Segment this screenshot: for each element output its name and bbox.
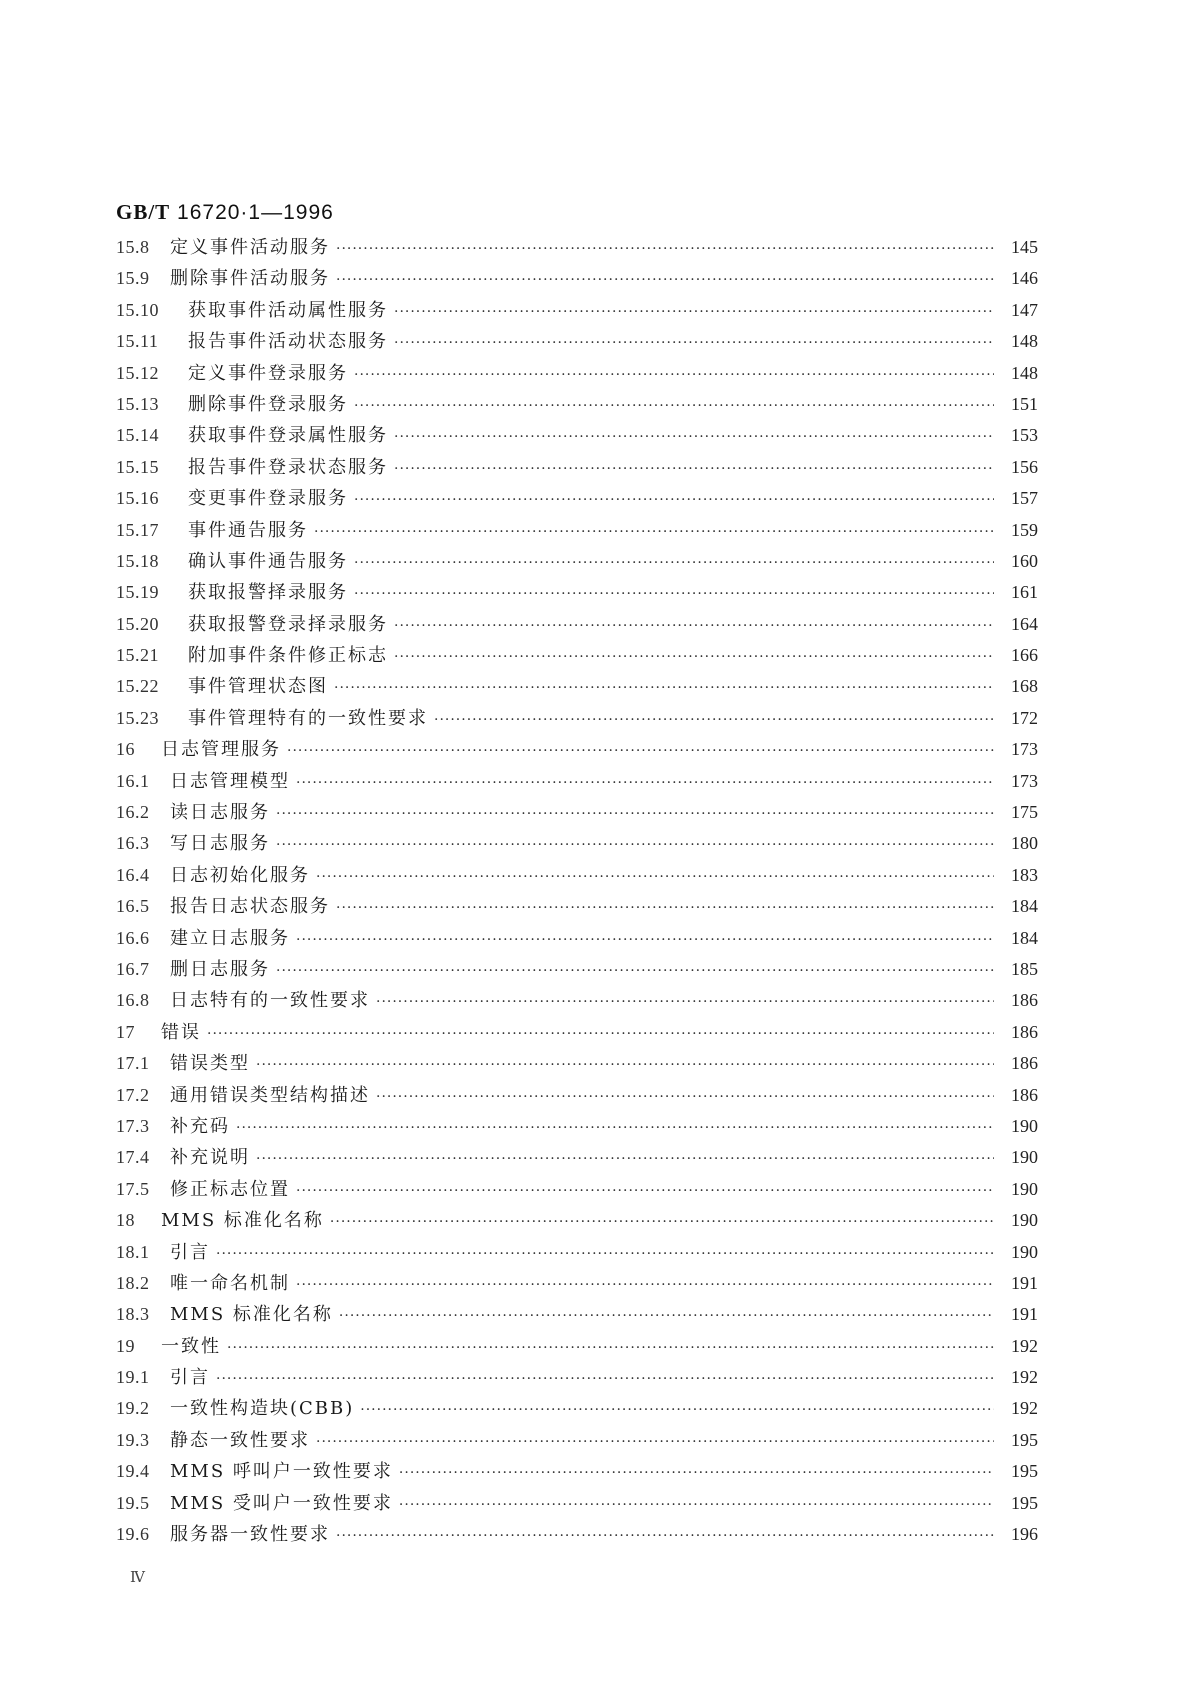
toc-entry-title: 删日志服务 (170, 958, 270, 980)
toc-dot-leader (354, 579, 994, 610)
toc-entry-title: 附加事件条件修正标志 (188, 645, 388, 667)
toc-entry-title: 一致性构造块(CBB) (170, 1398, 355, 1420)
toc-entry-title: 服务器一致性要求 (170, 1524, 330, 1546)
toc-entry-number: 19.5 (116, 1492, 150, 1513)
toc-dot-leader (276, 956, 994, 987)
toc-entry-number: 15.21 (116, 645, 159, 666)
toc-entry[interactable] (116, 923, 1038, 954)
toc-entry-number: 15.9 (116, 268, 150, 289)
toc-entry-title: 补充码 (170, 1115, 230, 1137)
toc-dot-leader (394, 328, 994, 359)
toc-entry-page: 160 (1011, 550, 1038, 571)
toc-entry-number: 15.17 (116, 519, 159, 540)
toc-entry[interactable] (116, 609, 1038, 640)
toc-entry-number: 16 (116, 739, 135, 760)
toc-entry[interactable] (116, 860, 1038, 891)
toc-entry-number: 16.2 (116, 802, 150, 823)
toc-entry-page: 148 (1011, 331, 1038, 352)
toc-entry-page: 146 (1011, 268, 1038, 289)
toc-entry[interactable] (116, 1111, 1038, 1142)
toc-entry-title: 日志特有的一致性要求 (170, 990, 370, 1012)
toc-entry-title: 获取事件登录属性服务 (188, 425, 388, 447)
toc-dot-leader (376, 987, 994, 1018)
toc-entry-number: 15.14 (116, 425, 159, 446)
toc-entry-number: 19.1 (116, 1367, 150, 1388)
toc-entry-title: 获取事件活动属性服务 (188, 299, 388, 321)
toc-entry[interactable] (116, 326, 1038, 357)
toc-entry-title: 定义事件活动服务 (170, 237, 330, 258)
toc-entry-number: 18.1 (116, 1241, 150, 1262)
toc-dot-leader (256, 1050, 994, 1081)
toc-entry-page: 195 (1011, 1429, 1038, 1450)
toc-dot-leader (354, 391, 994, 422)
toc-dot-leader (336, 234, 994, 265)
toc-dot-leader (207, 1019, 994, 1050)
toc-entry[interactable] (116, 263, 1038, 294)
toc-entry[interactable] (116, 891, 1038, 922)
toc-entry-page: 151 (1011, 393, 1038, 414)
toc-entry-number: 16.4 (116, 864, 150, 885)
toc-dot-leader (216, 1364, 994, 1395)
toc-entry-title: 引言 (170, 1241, 210, 1263)
toc-entry-title: 一致性 (161, 1335, 221, 1357)
toc-dot-leader (316, 1427, 994, 1458)
toc-dot-leader (354, 360, 994, 391)
toc-entry-title: 日志初始化服务 (170, 864, 310, 886)
toc-entry[interactable] (116, 1048, 1038, 1079)
toc-dot-leader (434, 705, 994, 736)
toc-entry[interactable] (116, 954, 1038, 985)
toc-dot-leader (256, 1144, 994, 1175)
toc-entry-title: 获取报警择录服务 (188, 582, 348, 604)
toc-entry[interactable] (116, 1268, 1038, 1299)
toc-entry-title: MMS 受叫户一致性要求 (170, 1492, 393, 1514)
toc-entry[interactable] (116, 828, 1038, 859)
toc-entry[interactable] (116, 640, 1038, 671)
toc-entry-title: 确认事件通告服务 (188, 550, 348, 572)
toc-entry-title: 错误类型 (170, 1053, 250, 1075)
toc-dot-leader (394, 642, 994, 673)
toc-entry[interactable] (116, 1488, 1038, 1519)
toc-entry[interactable] (116, 703, 1038, 734)
toc-entry-number: 17 (116, 1021, 135, 1042)
toc-entry-number: 15.15 (116, 456, 159, 477)
toc-entry-page: 173 (1011, 770, 1038, 791)
toc-entry-title: MMS 呼叫户一致性要求 (170, 1461, 393, 1483)
toc-entry-page: 190 (1011, 1115, 1038, 1136)
page-number: Ⅳ (130, 1570, 145, 1586)
toc-entry-number: 16.7 (116, 958, 150, 979)
toc-dot-leader (287, 736, 994, 767)
toc-entry[interactable] (116, 1080, 1038, 1111)
toc-dot-leader (399, 1458, 994, 1489)
toc-entry[interactable] (116, 1519, 1038, 1550)
toc-entry-page: 190 (1011, 1147, 1038, 1168)
toc-entry-title: 补充说明 (170, 1147, 250, 1169)
toc-entry-page: 168 (1011, 676, 1038, 697)
toc-dot-leader (394, 454, 994, 485)
toc-entry-page: 180 (1011, 833, 1038, 854)
toc-entry-page: 172 (1011, 707, 1038, 728)
toc-entry-page: 192 (1011, 1398, 1038, 1419)
toc-entry-page: 192 (1011, 1367, 1038, 1388)
toc-dot-leader (336, 1521, 994, 1552)
toc-entry-page: 195 (1011, 1461, 1038, 1482)
toc-entry-title: 修正标志位置 (170, 1178, 290, 1200)
toc-dot-leader (394, 422, 994, 453)
toc-entry[interactable] (116, 546, 1038, 577)
toc-entry-page: 157 (1011, 488, 1038, 509)
toc-entry-number: 18.3 (116, 1304, 150, 1325)
toc-entry-number: 17.4 (116, 1147, 150, 1168)
toc-entry-page: 184 (1011, 927, 1038, 948)
toc-dot-leader (296, 768, 994, 799)
toc-entry-title: 日志管理模型 (170, 770, 290, 792)
toc-entry-number: 19.2 (116, 1398, 150, 1419)
toc-entry-page: 164 (1011, 613, 1038, 634)
toc-entry-page: 175 (1011, 802, 1038, 823)
toc-entry[interactable] (116, 797, 1038, 828)
toc-entry[interactable] (116, 1362, 1038, 1393)
toc-dot-leader (334, 673, 994, 704)
toc-entry[interactable] (116, 483, 1038, 514)
toc-entry-title: 日志管理服务 (161, 739, 281, 761)
toc-entry-page: 186 (1011, 1084, 1038, 1105)
toc-entry-page: 145 (1011, 237, 1038, 257)
toc-entry-number: 15.20 (116, 613, 159, 634)
toc-entry[interactable] (116, 389, 1038, 420)
toc-dot-leader (276, 830, 994, 861)
toc-entry-page: 190 (1011, 1210, 1038, 1231)
toc-entry-page: 185 (1011, 958, 1038, 979)
toc-entry-title: MMS 标准化名称 (161, 1210, 324, 1232)
table-of-contents (116, 232, 1038, 1550)
toc-entry-page: 196 (1011, 1524, 1038, 1545)
toc-entry-title: 事件通告服务 (188, 519, 308, 541)
toc-entry[interactable] (116, 295, 1038, 326)
toc-dot-leader (236, 1113, 994, 1144)
toc-entry-title: 变更事件登录服务 (188, 488, 348, 510)
toc-entry-page: 195 (1011, 1492, 1038, 1513)
toc-entry-title: 读日志服务 (170, 802, 270, 824)
toc-entry-title: 引言 (170, 1367, 210, 1389)
toc-entry-number: 15.22 (116, 676, 159, 697)
toc-entry-page: 148 (1011, 362, 1038, 383)
document-header (116, 200, 334, 225)
toc-dot-leader (216, 1239, 994, 1270)
toc-entry[interactable] (116, 1456, 1038, 1487)
toc-entry-page: 190 (1011, 1241, 1038, 1262)
toc-entry-title: 定义事件登录服务 (188, 362, 348, 384)
toc-dot-leader (354, 485, 994, 516)
toc-entry-number: 19.4 (116, 1461, 150, 1482)
toc-entry-page: 186 (1011, 1053, 1038, 1074)
toc-entry-number: 16.1 (116, 770, 150, 791)
toc-entry-title: 写日志服务 (170, 833, 270, 855)
toc-entry-number: 18 (116, 1210, 135, 1231)
toc-entry-title: 静态一致性要求 (170, 1429, 310, 1451)
toc-entry[interactable] (116, 766, 1038, 797)
toc-dot-leader (296, 1176, 994, 1207)
toc-entry[interactable] (116, 985, 1038, 1016)
toc-entry[interactable] (116, 577, 1038, 608)
toc-dot-leader (336, 893, 994, 924)
toc-entry-page: 166 (1011, 645, 1038, 666)
toc-entry-number: 15.19 (116, 582, 159, 603)
toc-dot-leader (276, 799, 994, 830)
toc-entry-page: 161 (1011, 582, 1038, 603)
toc-entry-title: 删除事件登录服务 (188, 393, 348, 415)
toc-entry-number: 15.23 (116, 707, 159, 728)
toc-entry-title: 建立日志服务 (170, 927, 290, 949)
toc-entry[interactable] (116, 734, 1038, 765)
toc-entry-page: 156 (1011, 456, 1038, 477)
toc-dot-leader (330, 1207, 994, 1238)
toc-entry-title: 报告事件登录状态服务 (188, 456, 388, 478)
toc-entry-title: 报告事件活动状态服务 (188, 331, 388, 353)
toc-entry-page: 183 (1011, 864, 1038, 885)
toc-entry-page: 159 (1011, 519, 1038, 540)
toc-entry-page: 190 (1011, 1178, 1038, 1199)
toc-entry-number: 15.18 (116, 550, 159, 571)
toc-entry-number: 15.13 (116, 393, 159, 414)
toc-dot-leader (360, 1395, 994, 1426)
toc-entry-number: 19.6 (116, 1524, 150, 1545)
toc-entry-number: 18.2 (116, 1272, 150, 1293)
toc-entry[interactable] (116, 1142, 1038, 1173)
toc-entry-page: 192 (1011, 1335, 1038, 1356)
toc-dot-leader (354, 548, 994, 579)
toc-entry-title: 唯一命名机制 (170, 1272, 290, 1294)
toc-dot-leader (394, 297, 994, 328)
toc-entry[interactable] (116, 358, 1038, 389)
toc-entry[interactable] (116, 1237, 1038, 1268)
toc-entry[interactable] (116, 1425, 1038, 1456)
toc-entry-page: 191 (1011, 1272, 1038, 1293)
toc-entry-number: 15.8 (116, 237, 150, 257)
toc-entry-page: 153 (1011, 425, 1038, 446)
toc-entry-number: 19 (116, 1335, 135, 1356)
toc-entry-title: 报告日志状态服务 (170, 896, 330, 918)
toc-entry[interactable] (116, 1331, 1038, 1362)
toc-entry-number: 15.11 (116, 331, 159, 352)
standard-code: 16720·1—1996 (177, 201, 334, 224)
toc-dot-leader (314, 517, 994, 548)
toc-entry[interactable] (116, 515, 1038, 546)
toc-entry-number: 15.16 (116, 488, 159, 509)
toc-entry-page: 186 (1011, 990, 1038, 1011)
toc-entry-number: 19.3 (116, 1429, 150, 1450)
toc-entry-page: 147 (1011, 299, 1038, 320)
toc-dot-leader (316, 862, 994, 893)
toc-entry-number: 16.5 (116, 896, 150, 917)
toc-entry-number: 16.3 (116, 833, 150, 854)
toc-entry-page: 186 (1011, 1021, 1038, 1042)
toc-entry[interactable] (116, 232, 1038, 263)
toc-entry[interactable] (116, 452, 1038, 483)
toc-entry-number: 17.2 (116, 1084, 150, 1105)
toc-entry-page: 184 (1011, 896, 1038, 917)
toc-entry-page: 191 (1011, 1304, 1038, 1325)
toc-entry[interactable] (116, 1017, 1038, 1048)
toc-entry[interactable] (116, 1205, 1038, 1236)
toc-dot-leader (336, 265, 994, 296)
toc-entry-title: MMS 标准化名称 (170, 1304, 333, 1326)
toc-dot-leader (376, 1082, 994, 1113)
toc-entry-number: 17.5 (116, 1178, 150, 1199)
toc-entry-number: 16.8 (116, 990, 150, 1011)
toc-entry-number: 17.1 (116, 1053, 150, 1074)
toc-entry-page: 173 (1011, 739, 1038, 760)
toc-entry[interactable] (116, 1299, 1038, 1330)
toc-entry-title: 事件管理特有的一致性要求 (188, 707, 428, 729)
toc-entry-title: 获取报警登录择录服务 (188, 613, 388, 635)
toc-entry-title: 通用错误类型结构描述 (170, 1084, 370, 1106)
toc-entry[interactable] (116, 420, 1038, 451)
toc-entry-title: 事件管理状态图 (188, 676, 328, 698)
toc-dot-leader (296, 925, 994, 956)
standard-prefix: GB/T (116, 200, 171, 224)
toc-entry[interactable] (116, 671, 1038, 702)
toc-entry-title: 错误 (161, 1021, 201, 1043)
toc-dot-leader (296, 1270, 994, 1301)
toc-dot-leader (339, 1301, 994, 1332)
toc-entry-title: 删除事件活动服务 (170, 268, 330, 290)
toc-dot-leader (394, 611, 994, 642)
toc-entry-number: 15.10 (116, 299, 159, 320)
toc-dot-leader (399, 1490, 994, 1521)
toc-entry-number: 16.6 (116, 927, 150, 948)
toc-entry[interactable] (116, 1174, 1038, 1205)
toc-entry-number: 17.3 (116, 1115, 150, 1136)
toc-entry-number: 15.12 (116, 362, 159, 383)
toc-entry[interactable] (116, 1393, 1038, 1424)
toc-dot-leader (227, 1333, 994, 1364)
